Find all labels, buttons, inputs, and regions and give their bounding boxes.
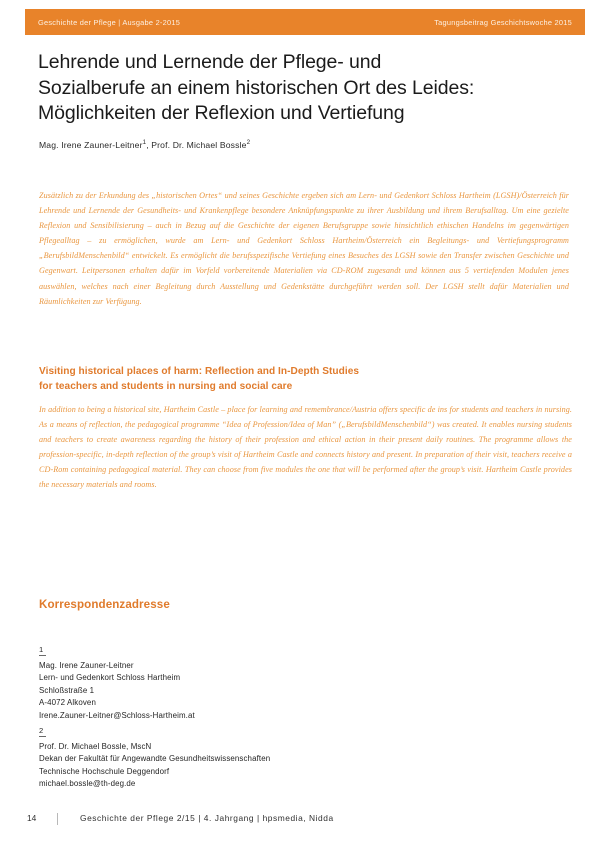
page-footer xyxy=(27,813,587,825)
address-line: Prof. Dr. Michael Bossle, MscN xyxy=(39,742,152,751)
author-name-2: , Prof. Dr. Michael Bossle xyxy=(146,139,247,150)
footer-journal-info: Geschichte der Pflege 2/15 | 4. Jahrgang | hpsmedia, Nidda xyxy=(80,813,334,823)
abstract-german: Zusätzlich zu der Erkundung des „historischen Ortes“ und seines Geschichte ergeben sich am Lern- und Gedenkort Schloss Hartheim (LGSH)/Österreich für Lehrende und Lernende der Gesundheits- und Krankenpflege besondere Anknüpfungspunkte zu ihrer Ausbildung und ihrem Berufsalltag. Um eine gezielte Reflexion und Sensibilisierung – auch in Bezug auf die Geschichte der eigenen Berufsgruppe sowie hinsichtlich ethischen Handelns im gegenwärtigen Pflegealltag – zu ermöglichen, wurde am Lern- und Gedenkort Schloss Hartheim/Österreich ein Begleitungs- und Vertiefungsprogramm „BerufsbildMenschenbild“ entwickelt. Es ermöglicht die berufsspezifische Vertiefung eines Besuches des LGSH sowie den Transfer zwischen Geschichte und Gegenwart. Leitpersonen erhalten dafür im Vorfeld vorbereitende Materialien via CD-ROM zugesandt und können aus 5 vertiefenden Modulen jenes auswählen, welches nach einer Begleitung durch Ausstellung und Gedenkstätte durchgeführt werden soll. Der LGSH stellt dafür Materialien und Räumlichkeiten zur Verfügung. xyxy=(39,191,569,306)
address-line: Lern- und Gedenkort Schloss Hartheim xyxy=(39,673,181,683)
correspondence-address-2 xyxy=(39,726,369,791)
title-line-2: Sozialberufe an einem historischen Ort des Leides: xyxy=(38,76,475,99)
address-line: Dekan der Fakultät für Angewandte Gesundheitswissenschaften xyxy=(39,754,271,764)
author-footnote-marker-1: 1 xyxy=(142,139,147,146)
correspondence-address-1 xyxy=(39,645,369,722)
english-heading-line-2: for teachers and students in nursing and social care xyxy=(39,381,293,393)
title-line-3: Möglichkeiten der Reflexion und Vertiefung xyxy=(38,102,405,124)
page-title xyxy=(38,50,538,127)
footer-page-number: 14 xyxy=(27,813,37,823)
running-head-left: Geschichte der Pflege | Ausgabe 2-2015 xyxy=(38,17,181,27)
title-line-1: Lehrende und Lernende der Pflege- und xyxy=(38,51,382,73)
author-line xyxy=(39,139,250,150)
author-name-1: Mag. Irene Zauner-Leitner xyxy=(39,139,143,150)
address-line: Technische Hochschule Deggendorf xyxy=(39,766,170,776)
english-abstract-heading xyxy=(39,364,539,395)
address-line: A-4072 Alkoven xyxy=(39,698,96,708)
author-footnote-marker-2: 2 xyxy=(246,139,251,146)
running-head-bar xyxy=(25,9,585,35)
correspondence-heading: Korrespondenzadresse xyxy=(39,598,170,611)
address-marker-2: 2 xyxy=(39,726,46,737)
abstract-english: In addition to being a historical site, Hartheim Castle – place for learning and remembrance/Austria offers specific de ins for students and teachers in nursing. As a means of reflection, the pedagogical programme “Idea of Profession/Idea of Man” („BerufsbildMenschenbild“) was created. It enables nursing students and teachers to create awareness regarding the history of their profession and ethical action in their present daily routines. The programme allows the profession-specific, in-depth reflection of the group’s visit of Hartheim Castle and connects history and present. In preparation of their visit, teachers receive a CD-Rom containing pedagogical material. They can choose from five modules the one that will be performed after the group’s visit. Hartheim Castle provides the necessary materials and rooms. xyxy=(39,405,572,490)
running-head-right: Tagungsbeitrag Geschichtswoche 2015 xyxy=(434,17,572,27)
address-email[interactable]: Irene.Zauner-Leitner@Schloss-Hartheim.at xyxy=(39,710,195,720)
address-line: Mag. Irene Zauner-Leitner xyxy=(39,661,134,670)
address-marker-1: 1 xyxy=(39,645,46,656)
footer-divider xyxy=(57,813,58,825)
english-heading-line-1: Visiting historical places of harm: Reflection and In-Depth Studies xyxy=(39,366,360,377)
address-email[interactable]: michael.bossle@th-deg.de xyxy=(39,779,136,789)
address-line: Schloßstraße 1 xyxy=(39,685,95,695)
